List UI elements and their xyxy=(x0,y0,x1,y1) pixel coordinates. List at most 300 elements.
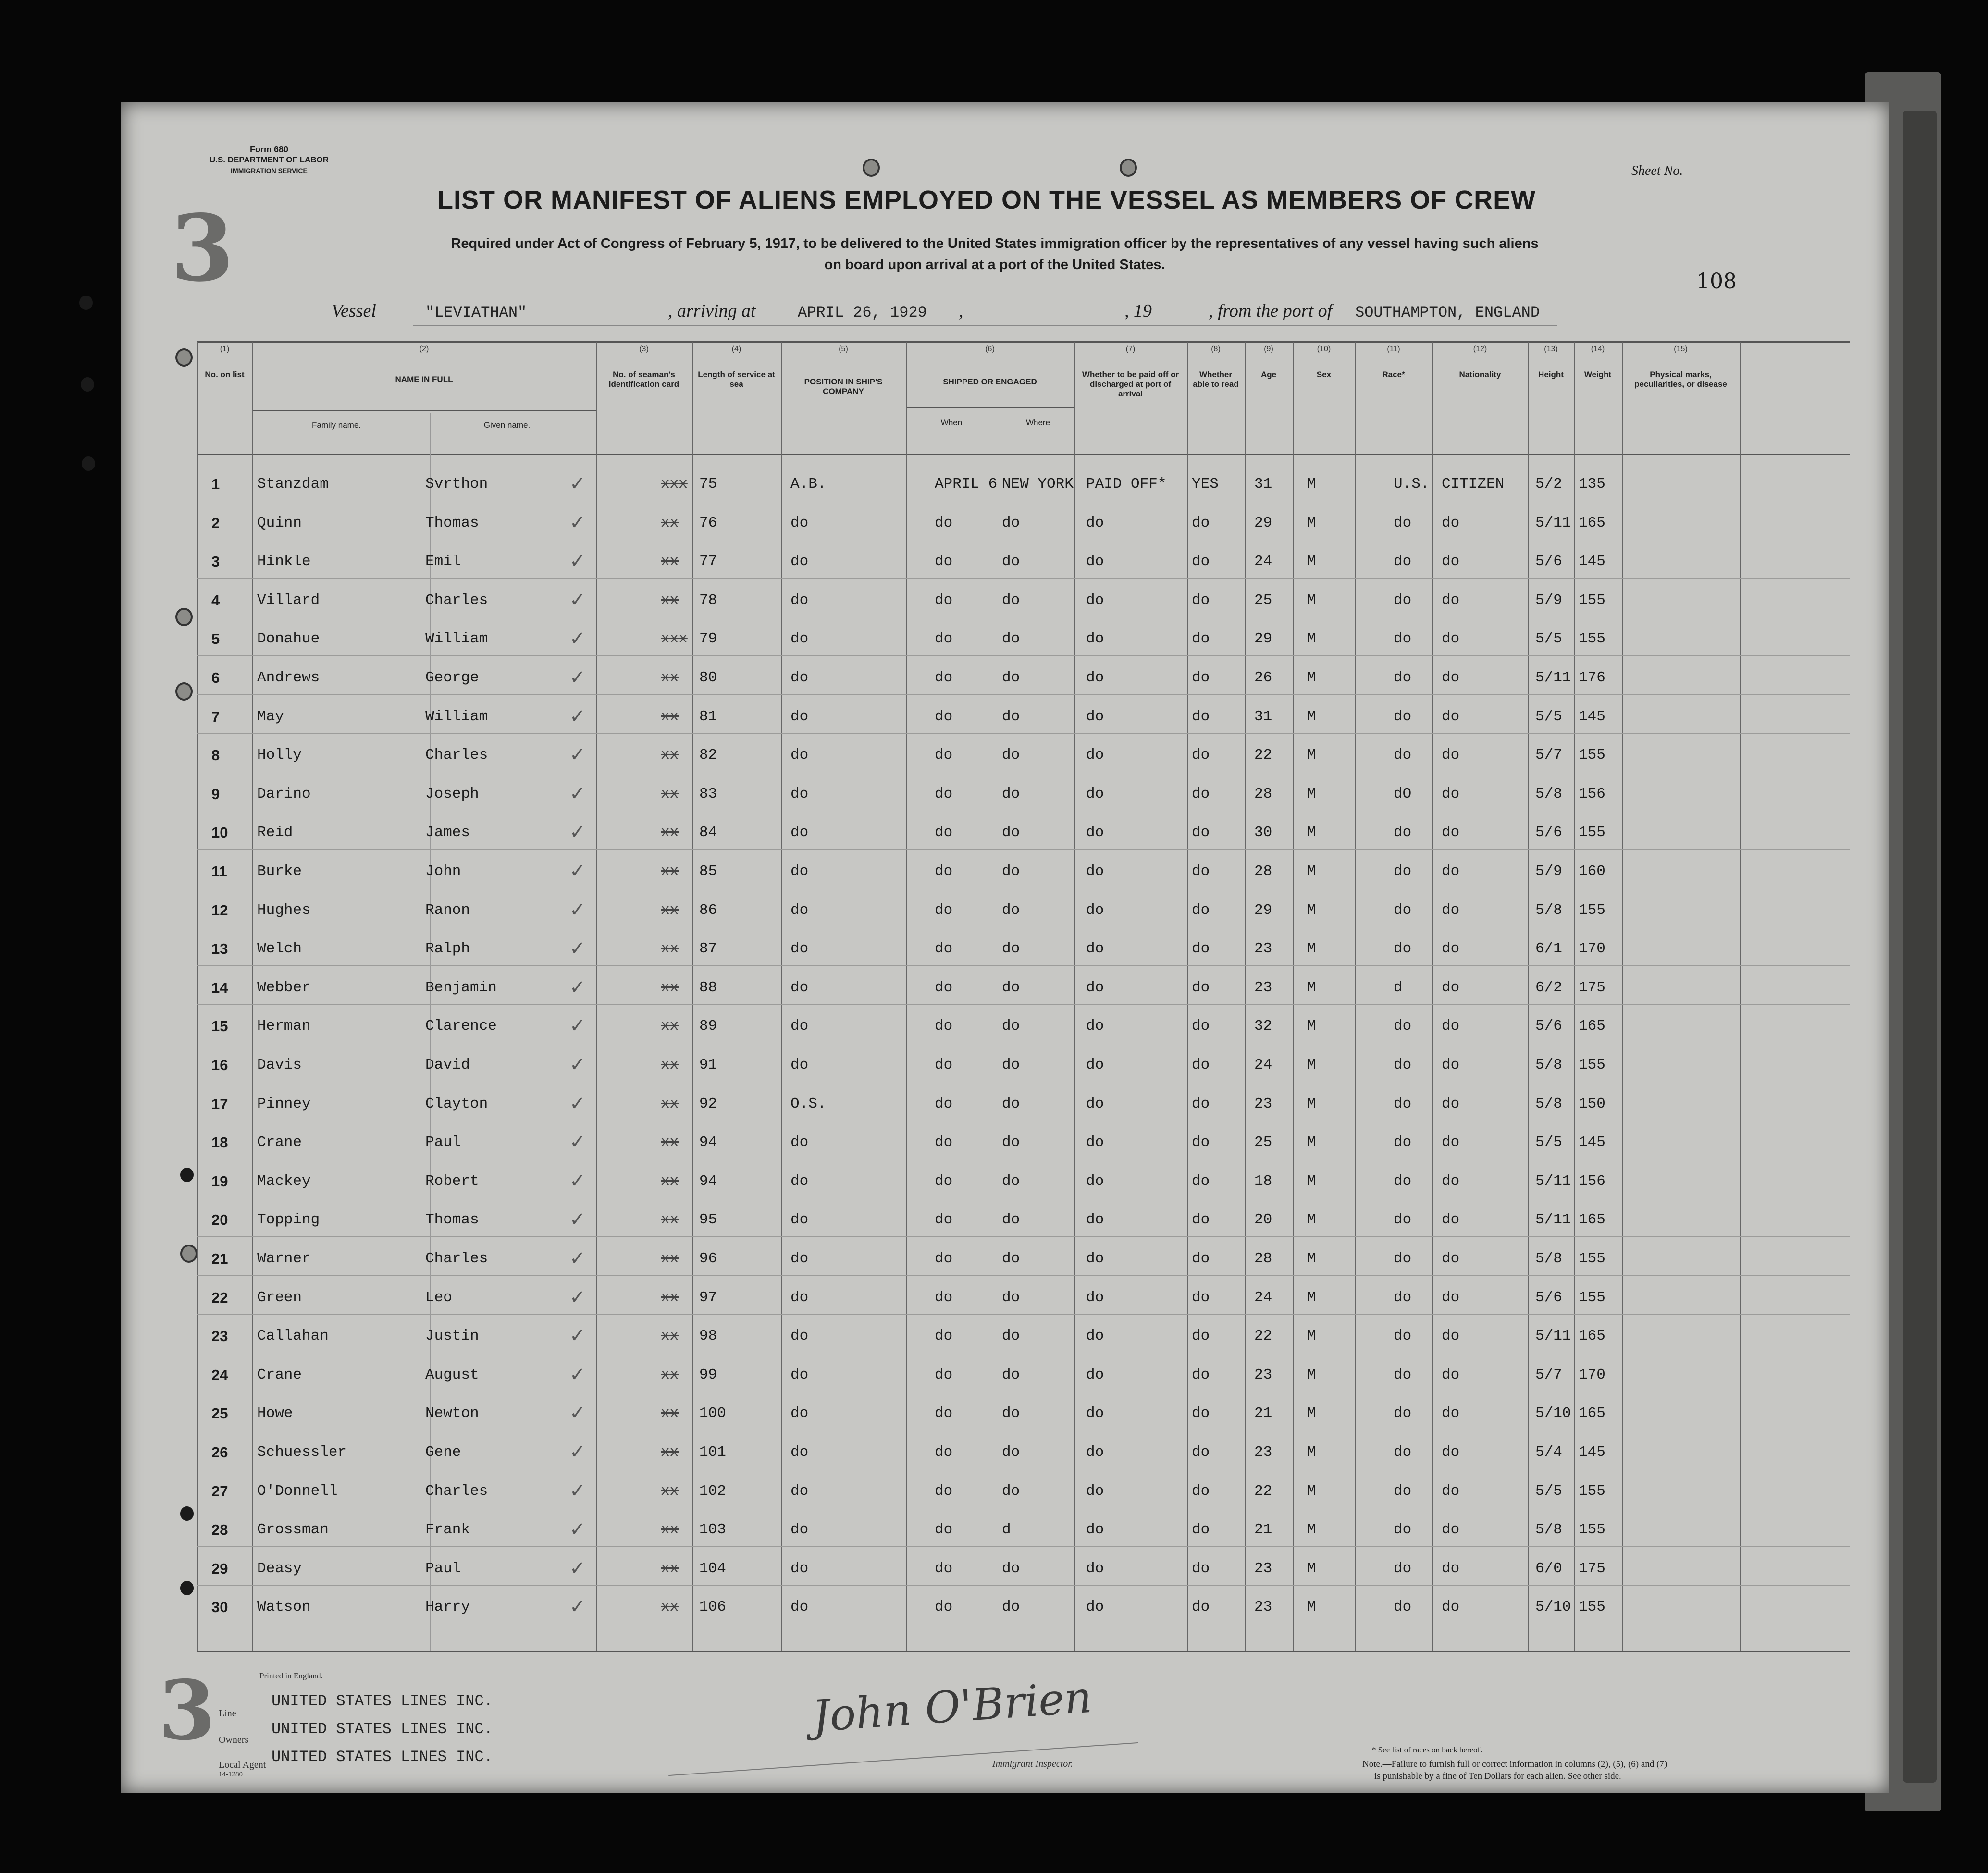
able-to-read: do xyxy=(1192,747,1210,764)
able-to-read: do xyxy=(1192,1482,1210,1500)
paid-off: do xyxy=(1086,1095,1104,1112)
sex: M xyxy=(1307,1057,1316,1073)
shipped-when: do xyxy=(935,591,953,609)
weight: 155 xyxy=(1579,630,1605,648)
check-mark-icon: ✓ xyxy=(569,550,586,573)
column-rule xyxy=(197,342,198,1651)
check-mark-icon: ✓ xyxy=(569,628,586,650)
shipped-where: do xyxy=(1002,785,1020,802)
nationality: do xyxy=(1442,1366,1460,1383)
height: 5/8 xyxy=(1535,901,1562,919)
given-name: William xyxy=(425,630,488,648)
paid-off: do xyxy=(1086,785,1104,802)
nationality: do xyxy=(1442,1328,1460,1345)
position: do xyxy=(790,1444,809,1461)
age: 23 xyxy=(1254,1366,1272,1383)
able-to-read: do xyxy=(1192,1250,1210,1267)
row-number: 28 xyxy=(211,1521,228,1539)
shipped-where: do xyxy=(1002,630,1020,648)
column-header: Whether able to read xyxy=(1193,370,1239,389)
shipped-where: do xyxy=(1002,1134,1020,1151)
column-rule xyxy=(596,342,597,1651)
column-header: POSITION IN SHIP'S COMPANY xyxy=(804,377,883,396)
position: do xyxy=(790,1134,809,1151)
service-length: 80 xyxy=(699,669,717,686)
row-number: 12 xyxy=(211,901,228,919)
nationality: do xyxy=(1442,979,1460,996)
service-length: 102 xyxy=(699,1482,726,1500)
page-number: 108 xyxy=(1696,269,1737,294)
vessel-line-rule xyxy=(413,325,1557,326)
weight: 165 xyxy=(1579,1018,1605,1035)
given-name: Newton xyxy=(425,1405,479,1422)
row-number: 21 xyxy=(211,1250,228,1267)
shipped-when: do xyxy=(935,1521,953,1539)
shipped-where: NEW YORK xyxy=(1002,476,1074,493)
card-number: xx xyxy=(661,1405,679,1422)
race: do xyxy=(1394,1018,1412,1035)
service-length: 79 xyxy=(699,630,717,648)
race: do xyxy=(1394,1366,1412,1383)
sex: M xyxy=(1307,476,1316,493)
height: 5/7 xyxy=(1535,747,1562,764)
vessel-label: Vessel xyxy=(332,301,376,321)
race: do xyxy=(1394,1211,1412,1229)
paid-off: do xyxy=(1086,1250,1104,1267)
column-number: (8) xyxy=(1211,345,1221,353)
shipped-when: do xyxy=(935,824,953,841)
card-number: xx xyxy=(661,901,679,919)
column-header: Weight xyxy=(1584,370,1612,379)
column-number: (11) xyxy=(1387,345,1400,353)
nationality: do xyxy=(1442,1405,1460,1422)
shipped-where: do xyxy=(1002,1057,1020,1073)
row-number: 1 xyxy=(211,476,220,493)
sex: M xyxy=(1307,1250,1316,1267)
punch-hole xyxy=(180,1581,194,1595)
able-to-read: do xyxy=(1192,1057,1210,1073)
race: do xyxy=(1394,1405,1412,1422)
position: do xyxy=(790,940,809,958)
weight: 155 xyxy=(1579,591,1605,609)
weight: 176 xyxy=(1579,669,1605,686)
sex: M xyxy=(1307,1134,1316,1151)
position: do xyxy=(790,1560,809,1577)
column-rule xyxy=(781,342,782,1651)
given-name: Paul xyxy=(425,1560,461,1577)
height: 5/8 xyxy=(1535,1095,1562,1112)
height: 5/11 xyxy=(1535,514,1571,531)
check-mark-icon: ✓ xyxy=(569,1479,586,1502)
card-number: xx xyxy=(661,1250,679,1267)
family-name: Howe xyxy=(257,1405,293,1422)
position: do xyxy=(790,785,809,802)
family-name: O'Donnell xyxy=(257,1482,338,1500)
age: 30 xyxy=(1254,824,1272,841)
family-name: Webber xyxy=(257,979,311,996)
race: U.S. xyxy=(1394,476,1430,493)
row-number: 19 xyxy=(211,1172,228,1190)
weight: 175 xyxy=(1579,979,1605,996)
shipped-when: do xyxy=(935,1444,953,1461)
weight: 155 xyxy=(1579,1289,1605,1306)
weight: 145 xyxy=(1579,1134,1605,1151)
check-mark-icon: ✓ xyxy=(569,473,586,495)
when-subhead: When xyxy=(940,418,963,427)
family-name: Crane xyxy=(257,1366,302,1383)
shipped-when: do xyxy=(935,1482,953,1500)
penalty-note-1: Note.—Failure to furnish full or correct information in columns (2), (5), (6) and (7) xyxy=(1362,1759,1667,1769)
age: 24 xyxy=(1254,1057,1272,1073)
service-length: 76 xyxy=(699,514,717,531)
shipped-when: do xyxy=(935,1328,953,1345)
where-subhead: Where xyxy=(1025,418,1050,427)
paper-stack-edge xyxy=(1903,111,1937,1783)
race: d xyxy=(1394,979,1403,996)
paid-off: PAID OFF* xyxy=(1086,476,1167,493)
service-length: 83 xyxy=(699,785,717,802)
race: do xyxy=(1394,553,1412,570)
able-to-read: do xyxy=(1192,824,1210,841)
check-mark-icon: ✓ xyxy=(569,1518,586,1541)
service-length: 103 xyxy=(699,1521,726,1539)
column-rule xyxy=(1574,342,1575,1651)
weight: 150 xyxy=(1579,1095,1605,1112)
able-to-read: do xyxy=(1192,940,1210,958)
row-rule xyxy=(197,733,1850,734)
family-name: Villard xyxy=(257,591,320,609)
weight: 175 xyxy=(1579,1560,1605,1577)
shipped-where: do xyxy=(1002,1289,1020,1306)
sex: M xyxy=(1307,1211,1316,1229)
given-name: Justin xyxy=(425,1328,479,1345)
column-header: Sex xyxy=(1316,370,1332,379)
paid-off: do xyxy=(1086,1018,1104,1035)
family-name: May xyxy=(257,708,284,725)
row-number: 20 xyxy=(211,1211,228,1229)
check-mark-icon: ✓ xyxy=(569,1092,586,1115)
nationality: do xyxy=(1442,1482,1460,1500)
shipped-where: do xyxy=(1002,901,1020,919)
punch-hole xyxy=(863,159,880,177)
column-rule xyxy=(1528,342,1529,1651)
column-rule xyxy=(1432,342,1433,1651)
given-name: Benjamin xyxy=(425,979,497,996)
shipped-where: do xyxy=(1002,1018,1020,1035)
family-name: Stanzdam xyxy=(257,476,329,493)
paid-off: do xyxy=(1086,1289,1104,1306)
local-agent-value: UNITED STATES LINES INC. xyxy=(272,1748,493,1766)
column-header: Whether to be paid off or discharged at port of arrival xyxy=(1082,370,1179,398)
height: 5/6 xyxy=(1535,824,1562,841)
weight: 170 xyxy=(1579,1366,1605,1383)
position: do xyxy=(790,1482,809,1500)
shipped-when: do xyxy=(935,979,953,996)
weight: 165 xyxy=(1579,1328,1605,1345)
service-length: 87 xyxy=(699,940,717,958)
sex: M xyxy=(1307,708,1316,725)
column-header: Nationality xyxy=(1459,370,1501,379)
family-name: Burke xyxy=(257,863,302,880)
service-length: 75 xyxy=(699,476,717,493)
card-number: xxx xyxy=(661,476,688,493)
punch-hole xyxy=(175,682,193,701)
height: 5/7 xyxy=(1535,1366,1562,1383)
position: do xyxy=(790,747,809,764)
age: 23 xyxy=(1254,979,1272,996)
nationality: do xyxy=(1442,1018,1460,1035)
height: 5/5 xyxy=(1535,1482,1562,1500)
age: 28 xyxy=(1254,863,1272,880)
family-name: Mackey xyxy=(257,1172,311,1190)
race: do xyxy=(1394,591,1412,609)
nationality: do xyxy=(1442,591,1460,609)
nationality: do xyxy=(1442,1095,1460,1112)
age: 20 xyxy=(1254,1211,1272,1229)
sex: M xyxy=(1307,1405,1316,1422)
row-number: 15 xyxy=(211,1018,228,1035)
shipped-where: do xyxy=(1002,1250,1020,1267)
printed-in-label: Printed in England. xyxy=(259,1671,323,1680)
height: 5/2 xyxy=(1535,476,1562,493)
service-name: IMMIGRATION SERVICE xyxy=(231,167,308,174)
card-number: xx xyxy=(661,1521,679,1539)
height: 6/0 xyxy=(1535,1560,1562,1577)
family-name: Donahue xyxy=(257,630,320,648)
given-name: Leo xyxy=(425,1289,452,1306)
form-number: Form 680 xyxy=(249,145,289,154)
shipped-when: do xyxy=(935,863,953,880)
able-to-read: do xyxy=(1192,785,1210,802)
able-to-read: do xyxy=(1192,1018,1210,1035)
check-mark-icon: ✓ xyxy=(569,705,586,727)
family-name: Andrews xyxy=(257,669,320,686)
shipped-when: do xyxy=(935,1057,953,1073)
weight: 165 xyxy=(1579,1405,1605,1422)
shipped-where: do xyxy=(1002,514,1020,531)
service-length: 89 xyxy=(699,1018,717,1035)
position: do xyxy=(790,863,809,880)
column-header: Race* xyxy=(1382,370,1405,379)
paid-off: do xyxy=(1086,1521,1104,1539)
service-length: 104 xyxy=(699,1560,726,1577)
nationality: do xyxy=(1442,1134,1460,1151)
inspector-signature: John O'Brien xyxy=(811,1672,1094,1742)
sex: M xyxy=(1307,1289,1316,1306)
paid-off: do xyxy=(1086,1172,1104,1190)
family-name: Reid xyxy=(257,824,293,841)
paid-off: do xyxy=(1086,591,1104,609)
given-name: Thomas xyxy=(425,1211,479,1229)
age: 32 xyxy=(1254,1018,1272,1035)
race: do xyxy=(1394,1560,1412,1577)
service-length: 99 xyxy=(699,1366,717,1383)
able-to-read: do xyxy=(1192,514,1210,531)
height: 5/9 xyxy=(1535,591,1562,609)
age: 28 xyxy=(1254,785,1272,802)
column-rule xyxy=(1187,342,1188,1651)
family-name: Hinkle xyxy=(257,553,311,570)
sex: M xyxy=(1307,1521,1316,1539)
age: 23 xyxy=(1254,940,1272,958)
position: do xyxy=(790,824,809,841)
weight: 155 xyxy=(1579,1057,1605,1073)
shipped-when: do xyxy=(935,1560,953,1577)
given-name: Clarence xyxy=(425,1018,497,1035)
column-number: (6) xyxy=(985,345,995,353)
paid-off: do xyxy=(1086,863,1104,880)
weight: 145 xyxy=(1579,708,1605,725)
paid-off: do xyxy=(1086,1134,1104,1151)
nationality: do xyxy=(1442,1521,1460,1539)
service-length: 100 xyxy=(699,1405,726,1422)
service-length: 94 xyxy=(699,1134,717,1151)
row-number: 13 xyxy=(211,940,228,958)
family-name: Pinney xyxy=(257,1095,311,1112)
paid-off: do xyxy=(1086,940,1104,958)
shipped-when: do xyxy=(935,669,953,686)
column-number: (5) xyxy=(839,345,848,353)
column-number: (10) xyxy=(1317,345,1331,353)
given-name: Charles xyxy=(425,1482,488,1500)
height: 5/6 xyxy=(1535,1289,1562,1306)
row-number: 5 xyxy=(211,630,220,648)
name-subhead-rule xyxy=(252,410,596,411)
check-mark-icon: ✓ xyxy=(569,899,586,921)
card-number: xx xyxy=(661,553,679,570)
card-number: xx xyxy=(661,1328,679,1345)
sex: M xyxy=(1307,863,1316,880)
given-name: Emil xyxy=(425,553,461,570)
nationality: do xyxy=(1442,669,1460,686)
sex: M xyxy=(1307,1366,1316,1383)
position: A.B. xyxy=(790,476,827,493)
column-number: (2) xyxy=(419,345,429,353)
paid-off: do xyxy=(1086,1599,1104,1616)
arriving-label: , arriving at xyxy=(668,301,756,321)
card-number: xx xyxy=(661,979,679,996)
family-name: Warner xyxy=(257,1250,311,1267)
race: do xyxy=(1394,1482,1412,1500)
sex: M xyxy=(1307,1172,1316,1190)
weight: 155 xyxy=(1579,824,1605,841)
column-header: No. on list xyxy=(205,370,245,379)
check-mark-icon: ✓ xyxy=(569,1286,586,1308)
row-rule xyxy=(197,1004,1850,1005)
given-name: Charles xyxy=(425,1250,488,1267)
row-number: 24 xyxy=(211,1366,228,1383)
table-bottom-rule xyxy=(197,1651,1850,1652)
shipped-where: do xyxy=(1002,1211,1020,1229)
height: 5/11 xyxy=(1535,669,1571,686)
shipped-where: do xyxy=(1002,863,1020,880)
row-number: 17 xyxy=(211,1095,228,1112)
sex: M xyxy=(1307,1560,1316,1577)
nationality: do xyxy=(1442,708,1460,725)
check-mark-icon: ✓ xyxy=(569,937,586,960)
column-number: (9) xyxy=(1264,345,1273,353)
family-name-subhead: Family name. xyxy=(311,420,361,430)
nationality: do xyxy=(1442,1444,1460,1461)
paid-off: do xyxy=(1086,747,1104,764)
position: do xyxy=(790,1172,809,1190)
card-number: xx xyxy=(661,1172,679,1190)
department-name: U.S. DEPARTMENT OF LABOR xyxy=(209,155,329,164)
given-name: Gene xyxy=(425,1444,461,1461)
position: do xyxy=(790,1211,809,1229)
position: do xyxy=(790,1289,809,1306)
service-length: 91 xyxy=(699,1057,717,1073)
row-rule xyxy=(197,578,1850,579)
position: do xyxy=(790,1018,809,1035)
paid-off: do xyxy=(1086,514,1104,531)
row-rule xyxy=(197,694,1850,695)
weight: 145 xyxy=(1579,1444,1605,1461)
nationality: do xyxy=(1442,747,1460,764)
given-name: Harry xyxy=(425,1599,470,1616)
nationality: do xyxy=(1442,785,1460,802)
given-name: Svrthon xyxy=(425,476,488,493)
shipped-where: do xyxy=(1002,1095,1020,1112)
able-to-read: do xyxy=(1192,1366,1210,1383)
row-number: 4 xyxy=(211,591,220,609)
able-to-read: do xyxy=(1192,1172,1210,1190)
card-number: xx xyxy=(661,747,679,764)
shipped-where: do xyxy=(1002,1599,1020,1616)
row-number: 16 xyxy=(211,1057,228,1073)
stamped-number-bottom: 3 xyxy=(159,1663,216,1759)
height: 5/8 xyxy=(1535,785,1562,802)
given-name: William xyxy=(425,708,488,725)
race: do xyxy=(1394,708,1412,725)
able-to-read: do xyxy=(1192,1289,1210,1306)
row-number: 6 xyxy=(211,669,220,686)
family-name: Schuessler xyxy=(257,1444,347,1461)
paid-off: do xyxy=(1086,901,1104,919)
sex: M xyxy=(1307,747,1316,764)
given-name: John xyxy=(425,863,461,880)
penalty-note-2: is punishable by a fine of Ten Dollars for each alien. See other side. xyxy=(1374,1771,1621,1781)
position: do xyxy=(790,1521,809,1539)
race: do xyxy=(1394,1057,1412,1073)
family-name: Welch xyxy=(257,940,302,958)
nationality: do xyxy=(1442,1599,1460,1616)
shipped-where: do xyxy=(1002,1560,1020,1577)
paid-off: do xyxy=(1086,708,1104,725)
check-mark-icon: ✓ xyxy=(569,589,586,611)
row-number: 14 xyxy=(211,979,228,996)
card-number: xx xyxy=(661,824,679,841)
check-mark-icon: ✓ xyxy=(569,821,586,844)
shipped-where: do xyxy=(1002,669,1020,686)
position: do xyxy=(790,1250,809,1267)
given-name: Clayton xyxy=(425,1095,488,1112)
position: do xyxy=(790,708,809,725)
able-to-read: do xyxy=(1192,1599,1210,1616)
shipped-when: do xyxy=(935,514,953,531)
card-number: xx xyxy=(661,1211,679,1229)
sex: M xyxy=(1307,940,1316,958)
check-mark-icon: ✓ xyxy=(569,744,586,766)
height: 5/10 xyxy=(1535,1599,1571,1616)
column-number: (13) xyxy=(1544,345,1558,353)
check-mark-icon: ✓ xyxy=(569,1054,586,1076)
punch-hole xyxy=(82,456,95,471)
punch-hole xyxy=(180,1506,194,1521)
shipped-where: do xyxy=(1002,1444,1020,1461)
punch-hole xyxy=(1120,159,1137,177)
height: 5/9 xyxy=(1535,863,1562,880)
